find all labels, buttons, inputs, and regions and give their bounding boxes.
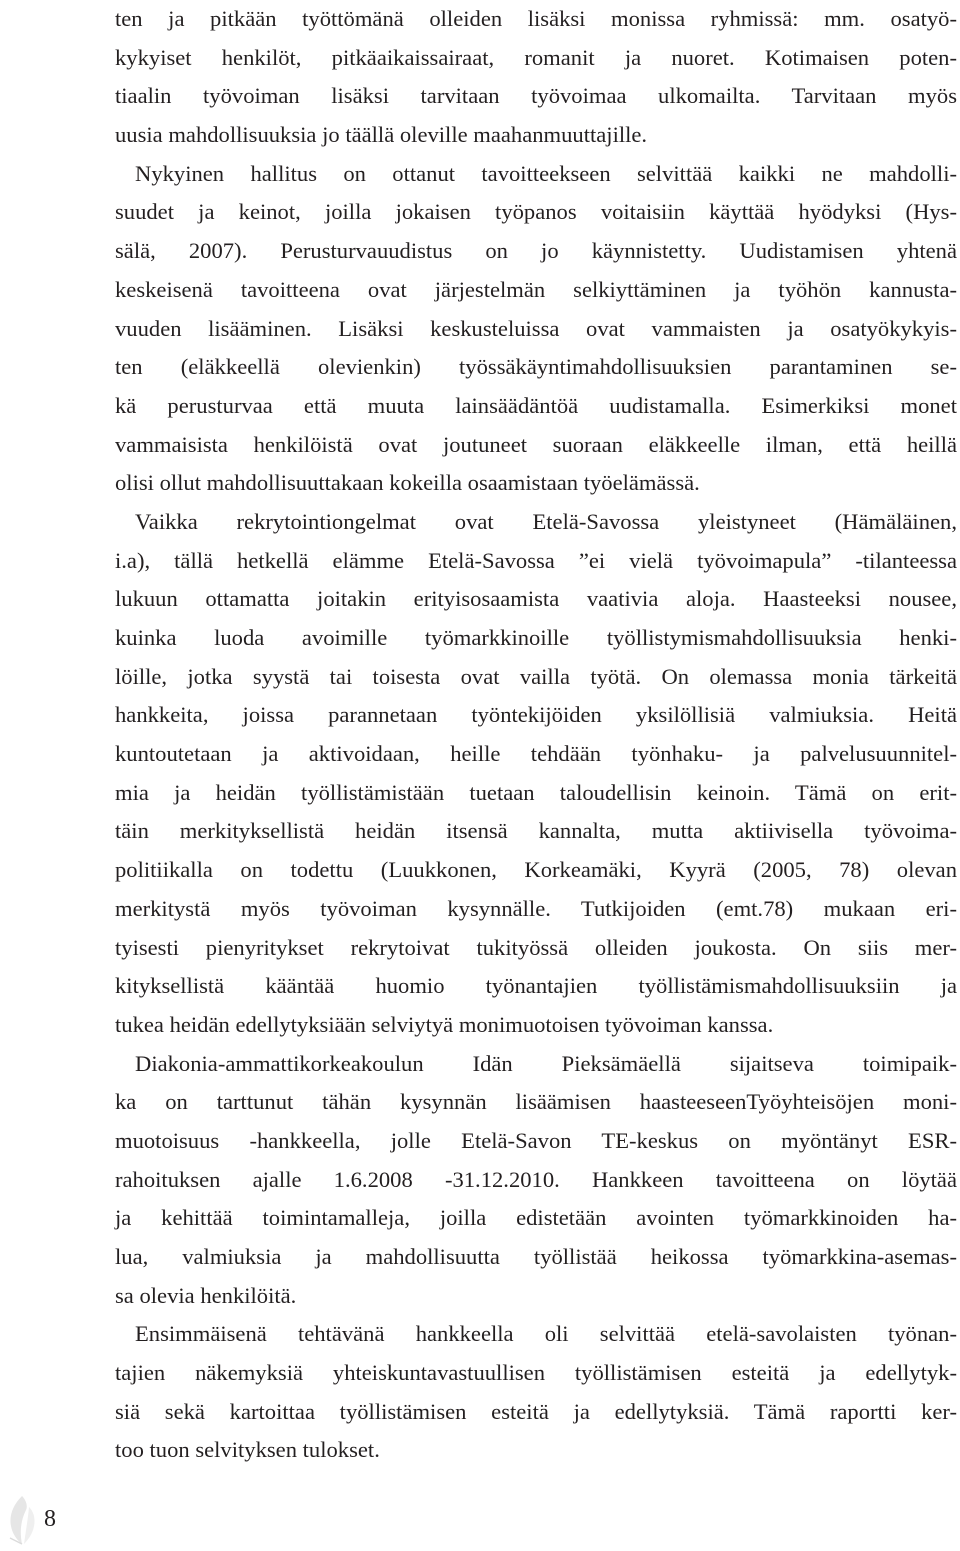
- text-line: ja kehittää toimintamalleja, joilla edistetään avointen työmarkkinoiden ha-: [115, 1205, 957, 1231]
- text-line: tyisesti pienyritykset rekrytoivat tukityössä olleiden joukosta. On siis mer-: [115, 934, 957, 960]
- text-line: lua, valmiuksia ja mahdollisuutta työllistää heikossa työmarkkina-asemas-: [115, 1244, 957, 1269]
- text-line: politiikalla on todettu (Luukkonen, Korkeamäki, Kyyrä (2005, 78) olevan: [115, 857, 957, 883]
- text-line: muotoisuus -hankkeella, jolle Etelä-Savon TE-keskus on myöntänyt ESR-: [115, 1127, 957, 1153]
- body-text: [115, 0, 957, 1470]
- leaf-logo-icon: [4, 1494, 40, 1546]
- text-line: täin merkityksellistä heidän itsensä kannalta, mutta aktiivisella työvoima-: [115, 818, 957, 844]
- text-line: ka on tarttunut tähän kysynnän lisäämisen haasteeseenTyöyhteisöjen moni-: [115, 1089, 957, 1115]
- text-line: vuuden lisääminen. Lisäksi keskusteluissa ovat vammaisten ja osatyökykyis-: [115, 315, 957, 341]
- text-line: too tuon selvityksen tulokset.: [115, 1437, 380, 1463]
- paragraph-2: [115, 503, 957, 1045]
- text-line: lukuun ottamatta joitakin erityisosaamista vaativia aloja. Haasteeksi nousee,: [115, 586, 957, 612]
- text-line: ten (eläkkeellä olevienkin) työssäkäyntimahdollisuuksien parantaminen se-: [115, 354, 957, 380]
- text-line: mia ja heidän työllistämistään tuetaan taloudellisin keinoin. Tämä on erit-: [115, 779, 957, 805]
- text-line: hankkeita, joissa parannetaan työntekijöiden yksilöllisiä valmiuksia. Heitä: [115, 702, 957, 728]
- text-line: Vaikka rekrytointiongelmat ovat Etelä-Savossa yleistyneet (Hämäläinen,: [135, 508, 957, 534]
- text-line: Ensimmäisenä tehtävänä hankkeella oli selvittää etelä-savolaisten työnan-: [135, 1321, 957, 1347]
- text-line: kuinka luoda avoimille työmarkkinoille työllistymismahdollisuuksia henki-: [115, 625, 957, 650]
- text-line: kykyiset henkilöt, pitkäaikaissairaat, romanit ja nuoret. Kotimaisen poten-: [115, 44, 957, 70]
- text-line: kityksellistä kääntää huomio työnantajien työllistämismahdollisuuksiin ja: [115, 973, 957, 999]
- text-line: olisi ollut mahdollisuuttakaan kokeilla osaamistaan työelämässä.: [115, 470, 700, 496]
- page-footer: [0, 1490, 110, 1551]
- text-line: tukea heidän edellytyksiään selviytyä monimuotoisen työvoiman kanssa.: [115, 1011, 774, 1037]
- page-number: 8: [44, 1506, 56, 1532]
- text-line: tiaalin työvoiman lisäksi tarvitaan työvoimaa ulkomailta. Tarvitaan myös: [115, 83, 957, 109]
- paragraph-3: [115, 1045, 957, 1316]
- paragraph-1: [115, 0, 957, 503]
- text-line: suudet ja keinot, joilla jokaisen työpanos voitaisiin käyttää hyödyksi (Hys-: [115, 199, 957, 225]
- text-line: Diakonia-ammattikorkeakoulun Idän Pieksämäellä sijaitseva toimipaik-: [135, 1050, 957, 1076]
- text-line: siä sekä kartoittaa työllistämisen esteitä ja edellytyksiä. Tämä raportti ker-: [115, 1398, 957, 1424]
- text-line: löille, jotka syystä tai toisesta ovat vailla työtä. On olemassa monia tärkeitä: [115, 663, 957, 689]
- paragraph-4: [115, 1315, 957, 1470]
- text-line: vammaisista henkilöistä ovat joutuneet suoraan eläkkeelle ilman, että heillä: [115, 431, 957, 457]
- text-line: keskeisenä tavoitteena ovat järjestelmän selkiyttäminen ja työhön kannusta-: [115, 276, 957, 302]
- text-line: ten ja pitkään työttömänä olleiden lisäksi monissa ryhmissä: mm. osatyö-: [115, 6, 957, 31]
- text-line: sälä, 2007). Perusturvauudistus on jo käynnistetty. Uudistamisen yhtenä: [115, 238, 957, 264]
- text-line: tajien näkemyksiä yhteiskuntavastuullisen työllistämisen esteitä ja edellytyk-: [115, 1360, 957, 1386]
- text-line: Nykyinen hallitus on ottanut tavoitteekseen selvittää kaikki ne mahdolli-: [135, 160, 957, 186]
- text-line: kuntoutetaan ja aktivoidaan, heille tehdään työnhaku- ja palvelusuunnitel-: [115, 741, 957, 767]
- text-line: merkitystä myös työvoiman kysynnälle. Tutkijoiden (emt.78) mukaan eri-: [115, 895, 957, 921]
- text-line: kä perusturvaa että muuta lainsäädäntöä uudistamalla. Esimerkiksi monet: [115, 392, 957, 418]
- text-line: sa olevia henkilöitä.: [115, 1282, 297, 1308]
- text-line: i.a), tällä hetkellä elämme Etelä-Savossa ”ei vielä työvoimapula” -tilanteessa: [115, 547, 957, 573]
- text-line: rahoituksen ajalle 1.6.2008 -31.12.2010. Hankkeen tavoitteena on löytää: [115, 1166, 957, 1192]
- text-line: uusia mahdollisuuksia jo täällä oleville maahanmuuttajille.: [115, 122, 648, 148]
